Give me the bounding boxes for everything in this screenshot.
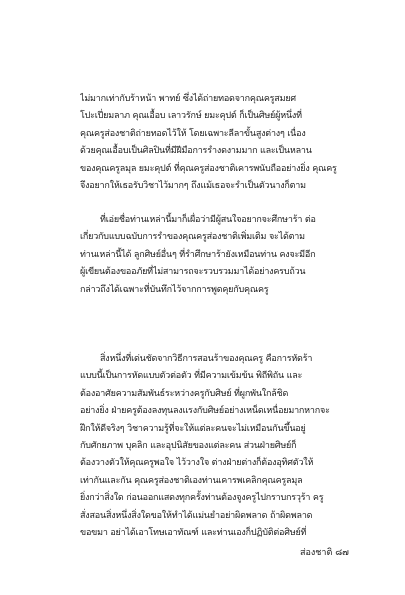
text-line: ยิ่งกว่าสิ่งใด ก่อนออกแสดงทุกครั้งท่านต้องจูงครูไปกราบกรวุร้า ครู <box>80 493 324 504</box>
page-footer <box>300 547 349 559</box>
page-number: ๘๗ <box>335 548 349 558</box>
text-line: ด้วยคุณเอื้อบเป็นศิลปินที่มีฝีมือการรำงดงามมาก และเป็นหลาน <box>80 146 312 157</box>
paragraph-2 <box>80 212 342 299</box>
text-line: ฝึกให้ดีจริงๆ วิชาความรู้ที่จะให้แต่ละคนจะไม่เหมือนกันขึ้นอยู่ <box>80 423 306 434</box>
text-line: โปะเปี่ยมลาภ คุณเอื้อบ เลาวรักษ์ ยมะคุปต์ ก็เป็นศิษย์ผู้หนึ่งที่ <box>80 111 302 122</box>
text-line: แบบนี้เป็นการหัดแบบตัวต่อตัว ที่มีความเข้มข้น พิถีพิถัน และ <box>80 371 303 382</box>
text-line: กับศักยภาพ บุคลิก และอุปนิสัยของแต่ละคน ส่วนฝ่ายศิษย์ก็ <box>80 440 297 451</box>
text-line: ของคุณครูลมุล ยมะคุปต์ ที่คุณครูส่องชาติเคารพนับถืออย่างยิ่ง คุณครู <box>80 163 337 174</box>
text-line: ผู้เขียนต้องขออภัยที่ไม่สามารถจะรวบรวมมาได้อย่างครบถ้วน <box>80 267 306 278</box>
text-line: ขอขมา อย่าได้เอาโทษเอาทัณฑ์ และท่านเองก็ปฏิบัติต่อศิษย์ที่ <box>80 527 307 538</box>
text-line: อย่างยิ่ง ฝ่ายครูต้องลงทุนลงแรงกับศิษย์อย่างเหน็ดเหนื่อยมากหากจะ <box>80 406 330 417</box>
text-line: ต้องวางตัวให้คุณครูพอใจ ไว้วางใจ ต่างฝ่ายต่างก็ต้องอุทิศตัวให้ <box>80 458 314 469</box>
text-line: คุณครูส่องชาติถ่ายทอดไว้ให้ โดยเฉพาะลีลาขั้นสูงต่างๆ เนื่อง <box>80 128 306 139</box>
text-line: สิ่งหนึ่งที่เด่นชัดจากวิธีการสอนร้าของคุณครู คือการหัดร้า <box>100 354 313 364</box>
text-line: กล่าวถึงได้เฉพาะที่บันทึกไว้จากการพูดคุยกับคุณครู <box>80 284 269 295</box>
text-line: ที่เอ่ยชื่อท่านเหล่านี้มาก็เผื่อว่ามีผู้สนใจอยากจะศึกษาร้า ต่อ <box>100 215 316 225</box>
text-line: จึงอยากให้เธอรับวิชาไว้มากๆ ถึงแม้เธอจะรำเป็นตัวนางก็ตาม <box>80 180 306 191</box>
text-line: สั่งสอนสิ่งหนึ่งสิ่งใดขอให้ทำได้แม่นยำอย่าผิดพลาด ถ้าผิดพลาด <box>80 510 313 521</box>
text-line: ท่านเหล่านี้ได้ ลูกศิษย์อื่นๆ ที่รำศึกษาร้ายังเหมือนท่าน คงจะมีอีก <box>80 249 316 260</box>
paragraph-3 <box>80 351 342 542</box>
footer-label: ส่องชาติ <box>300 548 333 558</box>
text-line: เท่ากันและกัน คุณครูส่องชาติเองท่านเคารพเคลิกคุณครูลมุล <box>80 475 303 486</box>
text-line: ต้องอาศัยความสัมพันธ์ระหว่างครูกับศิษย์ ที่ผูกพันใกล้ชิด <box>80 388 289 399</box>
paragraph-1 <box>80 91 342 195</box>
text-line: เกี่ยวกับแบบฉบับการรำของคุณครูส่องชาติเพิ่มเติม จะได้ตาม <box>80 232 305 243</box>
text-line: ไม่มากเท่ากับร้าหน้า พาทย์ ซึ่งได้ถ่ายทอดจากคุณครูสมยศ <box>80 94 296 104</box>
